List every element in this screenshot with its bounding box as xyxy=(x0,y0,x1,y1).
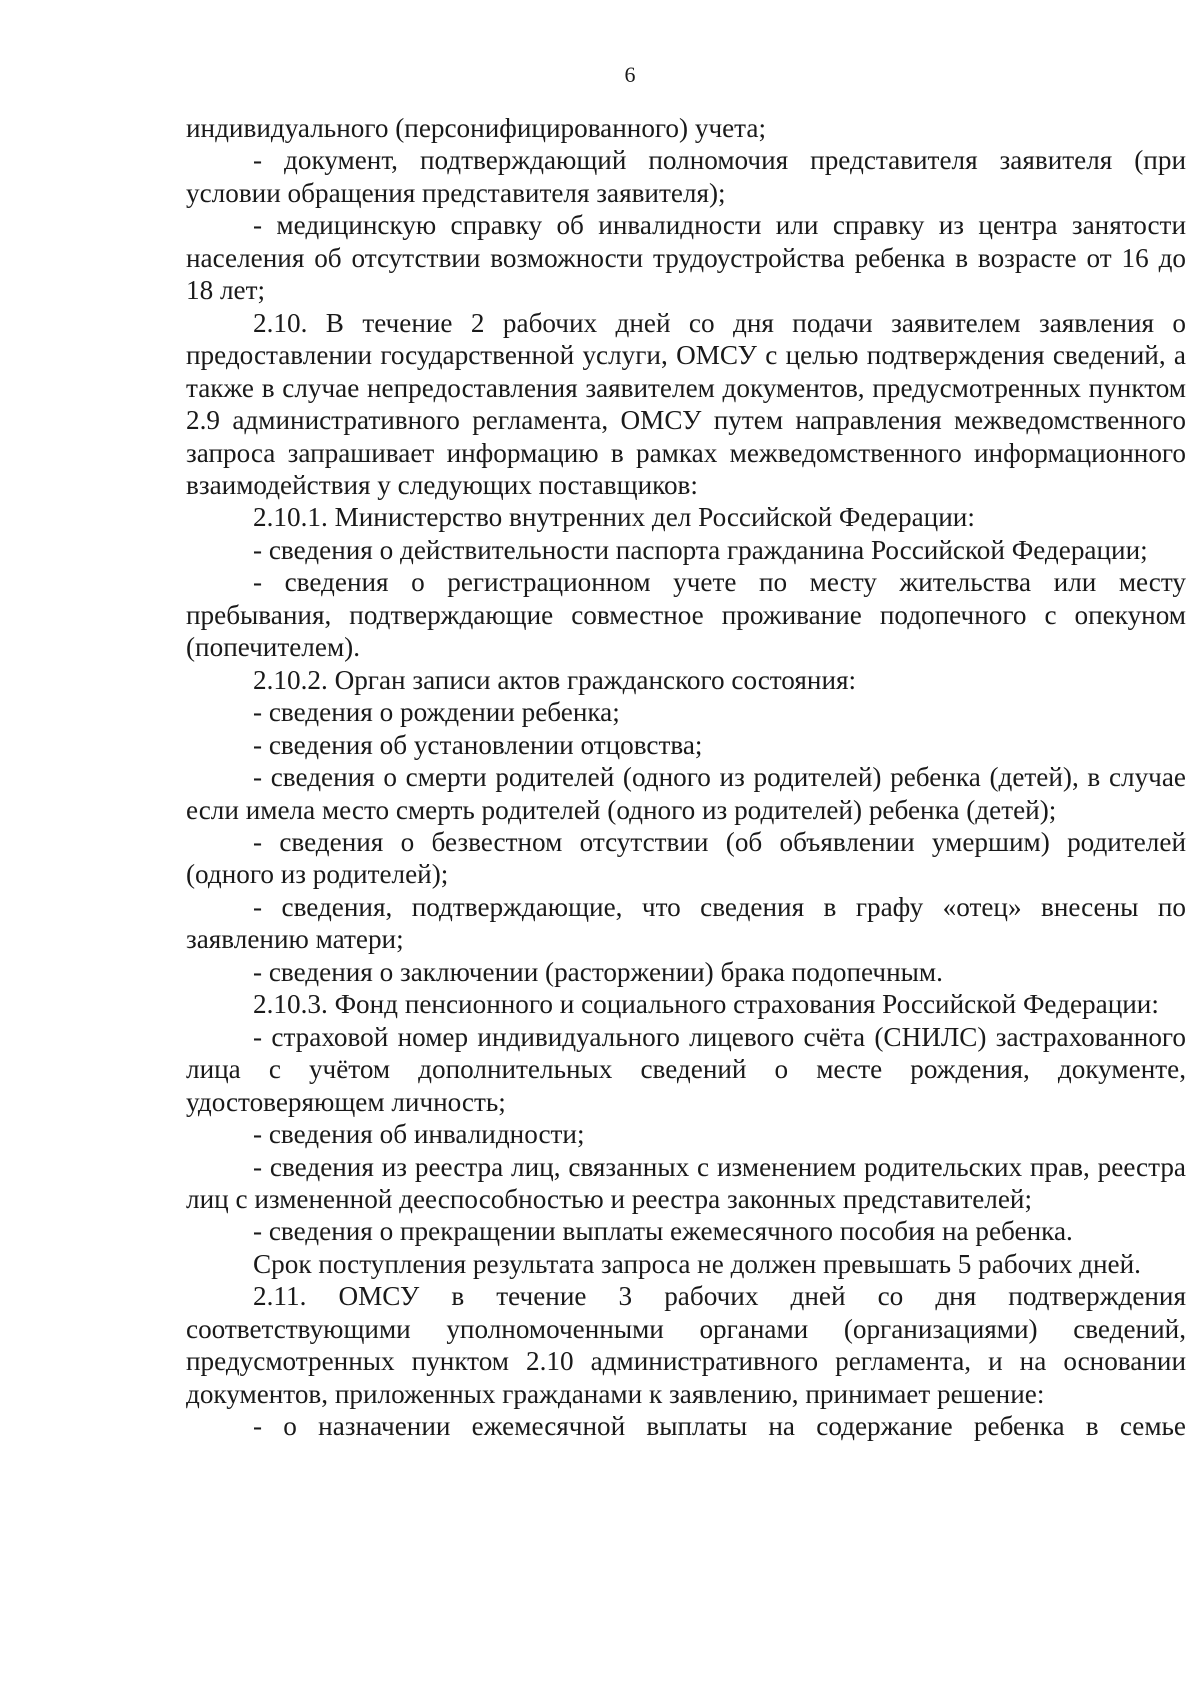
document-body xyxy=(186,112,1186,1443)
paragraph: - сведения об инвалидности; xyxy=(253,1119,585,1150)
paragraph: 2.10.2. Орган записи актов гражданского состояния: xyxy=(253,664,857,695)
paragraph: - сведения о действительности паспорта гражданина Российской Федерации; xyxy=(253,534,1148,565)
paragraph: - документ, подтверждающий полномочия представителя заявителя (при условии обращения представителя заявителя); xyxy=(186,145,1186,208)
paragraph: - сведения о смерти родителей (одного из родителей) ребенка (детей), в случае если имела место смерть родителей (одного из родителей) ребенка (детей); xyxy=(186,762,1186,825)
paragraph: индивидуального (персонифицированного) учета; xyxy=(186,113,767,143)
paragraph: - сведения из реестра лиц, связанных с изменением родительских прав, реестра лиц с измененной дееспособностью и реестра законных представителей; xyxy=(186,1151,1186,1214)
paragraph: Срок поступления результата запроса не должен превышать 5 рабочих дней. xyxy=(253,1248,1141,1279)
paragraph: - сведения о заключении (расторжении) брака подопечным. xyxy=(253,956,943,987)
paragraph: - сведения об установлении отцовства; xyxy=(253,729,703,760)
paragraph: - сведения, подтверждающие, что сведения в графу «отец» внесены по заявлению матери; xyxy=(186,891,1186,955)
paragraph: - сведения о безвестном отсутствии (об объявлении умершим) родителей (одного из родителей); xyxy=(186,826,1186,890)
paragraph: 2.10.1. Министерство внутренних дел Российской Федерации: xyxy=(253,502,975,533)
paragraph: - сведения о рождении ребенка; xyxy=(253,697,620,728)
paragraph: 2.10.3. Фонд пенсионного и социального страхования Российской Федерации: xyxy=(253,989,1159,1020)
paragraph: 2.11. ОМСУ в течение 3 рабочих дней со дня подтверждения соответствующими уполномоченными органами (организациями) сведений, предусмотренных пунктом 2.10 административного регламента, и на основании документов, приложенных гражданами к заявлению, принимает решение: xyxy=(186,1281,1186,1409)
paragraph: - медицинскую справку об инвалидности или справку из центра занятости населения об отсутствии возможности трудоустройства ребенка в возрасте от 16 до 18 лет; xyxy=(186,210,1186,306)
page-number: 6 xyxy=(624,62,636,87)
paragraph: 2.10. В течение 2 рабочих дней со дня подачи заявителем заявления о предоставлении государственной услуги, ОМСУ с целью подтверждения сведений, а также в случае непредоставления заявителем документов, предусмотренных пунктом 2.9 административного регламента, ОМСУ путем направления межведомственного запроса запрашивает информацию в рамках межведомственного информационного взаимодействия у следующих поставщиков: xyxy=(186,307,1186,500)
paragraph: - страховой номер индивидуального лицевого счёта (СНИЛС) застрахованного лица с учётом дополнительных сведений о месте рождения, документе, удостоверяющем личность; xyxy=(186,1021,1186,1117)
paragraph: - сведения о прекращении выплаты ежемесячного пособия на ребенка. xyxy=(253,1216,1073,1247)
paragraph: - сведения о регистрационном учете по месту жительства или месту пребывания, подтверждающие совместное проживание подопечного с опекуном (попечителем). xyxy=(186,567,1186,663)
paragraph: - о назначении ежемесячной выплаты на содержание ребенка в семье xyxy=(253,1411,1186,1442)
